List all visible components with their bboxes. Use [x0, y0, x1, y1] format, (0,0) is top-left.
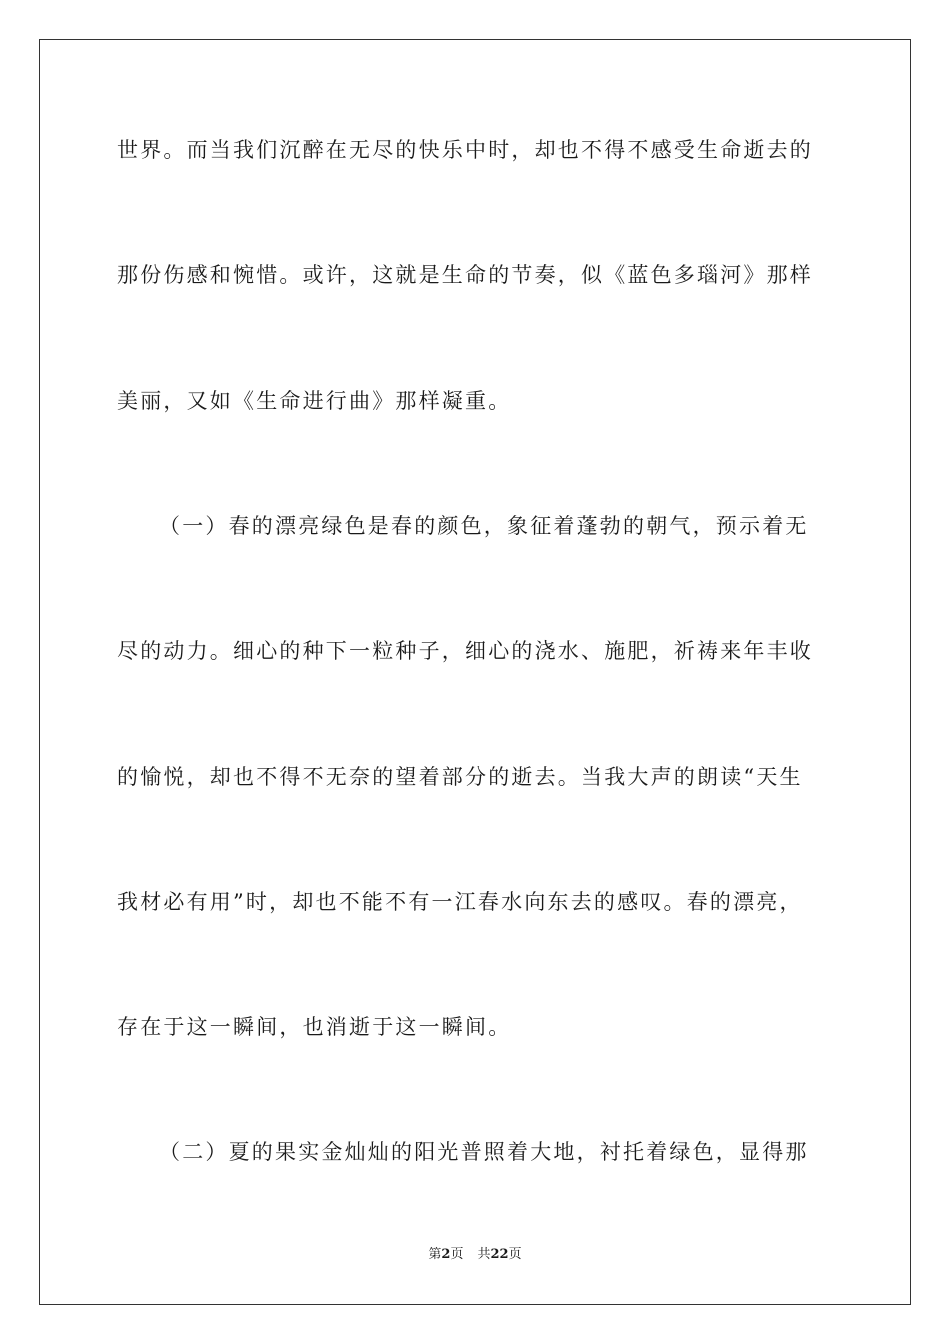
page-border — [39, 39, 911, 1305]
body-text-line: 美丽，又如《生命进行曲》那样凝重。 — [117, 389, 512, 413]
body-text-line: 的愉悦，却也不得不无奈的望着部分的逝去。当我大声的朗读“天生 — [117, 765, 803, 789]
page-number-prefix: 第 — [428, 1247, 442, 1262]
page-total-count: 22 — [490, 1247, 509, 1262]
page-total-prefix: 共 — [477, 1247, 491, 1262]
paragraph-heading-summer: （二）夏的果实金灿灿的阳光普照着大地，衬托着绿色，显得那 — [159, 1140, 809, 1164]
page-number-current: 2 — [441, 1247, 451, 1262]
page-footer — [0, 1247, 950, 1263]
body-text-line: 那份伤感和惋惜。或许，这就是生命的节奏，似《蓝色多瑙河》那样 — [117, 263, 813, 287]
body-text-line: 世界。而当我们沉醉在无尽的快乐中时，却也不得不感受生命逝去的 — [117, 138, 813, 162]
body-text-line: 存在于这一瞬间，也消逝于这一瞬间。 — [117, 1015, 512, 1039]
page-total-suffix: 页 — [508, 1247, 522, 1262]
page-number-suffix: 页 — [450, 1247, 464, 1262]
body-text-line: 我材必有用”时，却也不能不有一江春水向东去的感叹。春的漂亮， — [117, 890, 803, 914]
paragraph-heading-spring: （一）春的漂亮绿色是春的颜色，象征着蓬勃的朝气，预示着无 — [159, 514, 809, 538]
body-text-line: 尽的动力。细心的种下一粒种子，细心的浇水、施肥，祈祷来年丰收 — [117, 639, 813, 663]
